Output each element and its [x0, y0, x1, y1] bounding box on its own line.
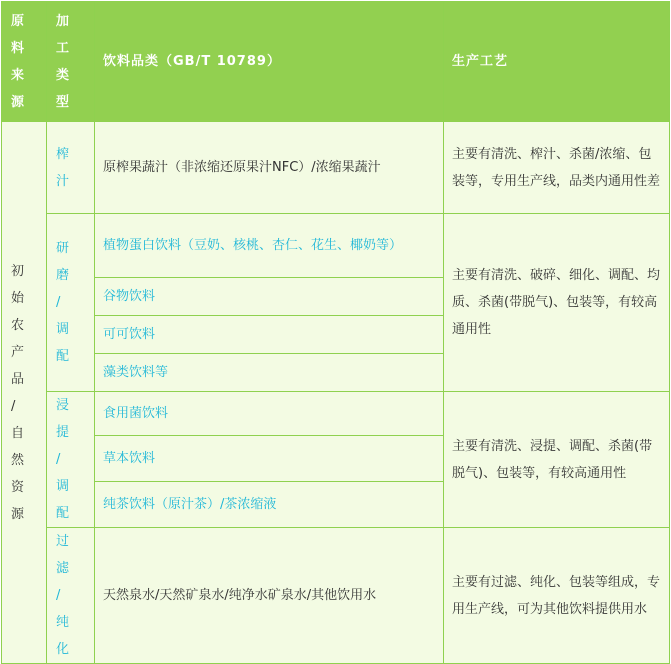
technology-cell: 主要有清洗、破碎、细化、调配、均质、杀菌(带脱气)、包装等，有较高通用性	[444, 214, 670, 392]
process-char: 纯	[56, 615, 70, 630]
source-char: 然	[11, 452, 25, 468]
category-cell: 谷物饮料	[95, 278, 444, 316]
header-process-char: 加	[56, 13, 71, 29]
category-cell: 可可饮料	[95, 316, 444, 354]
header-process	[47, 2, 95, 122]
process-cell-filter	[47, 528, 95, 664]
header-source-char: 源	[11, 94, 26, 110]
technology-cell: 主要有清洗、浸提、调配、杀菌(带脱气)、包装等，有较高通用性	[444, 392, 670, 528]
table-row	[2, 122, 670, 214]
header-technology: 生产工艺	[444, 2, 670, 122]
technology-cell: 主要有过滤、纯化、包装等组成，专用生产线，可为其他饮料提供用水	[444, 528, 670, 664]
process-char: 化	[56, 642, 70, 657]
header-process-char: 类	[56, 67, 71, 83]
source-char: 品	[11, 371, 25, 387]
process-cell-extract	[47, 392, 95, 528]
process-char: 研	[56, 241, 70, 256]
process-char: 提	[56, 425, 70, 440]
header-source-char: 来	[11, 67, 26, 83]
source-char: 源	[11, 506, 25, 522]
header-row	[2, 2, 670, 122]
process-char: /	[56, 588, 61, 603]
process-char: 汁	[56, 173, 70, 189]
source-char: 初	[11, 263, 25, 279]
category-cell: 天然泉水/天然矿泉水/纯净水矿泉水/其他饮用水	[95, 528, 444, 664]
category-cell: 食用菌饮料	[95, 392, 444, 436]
process-char: /	[56, 295, 61, 310]
header-source-char: 原	[11, 13, 26, 29]
category-cell: 草本饮料	[95, 435, 444, 481]
source-char: 产	[11, 344, 25, 360]
header-process-char: 型	[56, 94, 71, 110]
source-char: 资	[11, 479, 25, 495]
process-char: 调	[56, 479, 70, 494]
process-char: 浸	[56, 398, 70, 413]
process-cell-grind	[47, 214, 95, 392]
header-source-char: 料	[11, 40, 26, 56]
source-char: 始	[11, 290, 25, 306]
source-char: /	[11, 398, 16, 414]
process-char: 配	[56, 349, 70, 364]
process-char: /	[56, 452, 61, 467]
table-row	[2, 528, 670, 664]
process-char: 调	[56, 322, 70, 337]
technology-cell: 主要有清洗、榨汁、杀菌/浓缩、包装等，专用生产线，品类内通用性差	[444, 122, 670, 214]
category-cell: 原榨果蔬汁（非浓缩还原果汁NFC）/浓缩果蔬汁	[95, 122, 444, 214]
process-table	[1, 1, 670, 664]
category-cell: 植物蛋白饮料（豆奶、核桃、杏仁、花生、椰奶等）	[95, 214, 444, 278]
process-cell-juice	[47, 122, 95, 214]
category-cell: 纯茶饮料（原汁茶）/茶浓缩液	[95, 481, 444, 527]
header-source	[2, 2, 47, 122]
process-char: 配	[56, 506, 70, 521]
source-char: 农	[11, 317, 25, 333]
category-cell: 藻类饮料等	[95, 354, 444, 392]
table-row	[2, 392, 670, 436]
header-category: 饮料品类（GB/T 10789）	[95, 2, 444, 122]
process-char: 滤	[56, 561, 70, 576]
table-row	[2, 214, 670, 278]
process-char: 磨	[56, 268, 70, 283]
process-char: 榨	[56, 146, 70, 162]
header-process-char: 工	[56, 40, 71, 56]
source-char: 自	[11, 425, 25, 441]
process-char: 过	[56, 534, 70, 549]
source-cell	[2, 122, 47, 664]
